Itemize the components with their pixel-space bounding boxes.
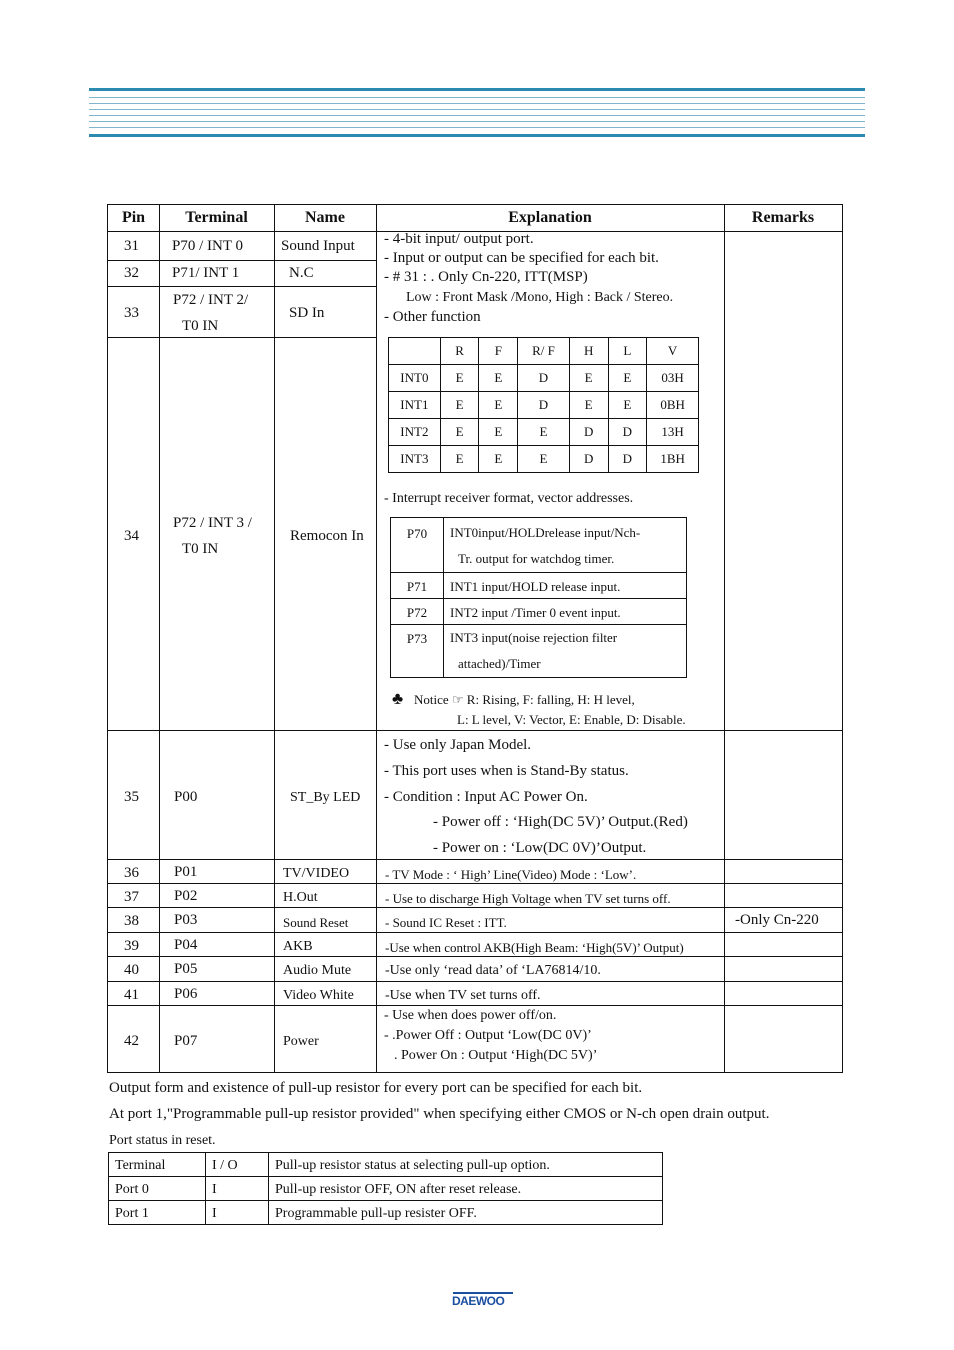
pin-35: 35 (124, 789, 139, 805)
daewoo-logo (450, 1290, 516, 1314)
pin-40: 40 (124, 962, 139, 978)
reset-header-cell: Pull-up resistor status at selecting pull-up option. (269, 1153, 663, 1177)
expl-35-line: - Power off : ‘High(DC 5V)’ Output.(Red) (433, 814, 688, 830)
pin-33: 33 (124, 305, 139, 321)
int-cell: 03H (647, 365, 699, 392)
reset-status-table (108, 1152, 663, 1225)
int-cell: E (608, 392, 647, 419)
int-header-cell: V (647, 338, 699, 365)
int-cell: D (608, 419, 647, 446)
int-cell: E (518, 419, 570, 446)
int-cell: E (608, 365, 647, 392)
int-cell: E (479, 392, 518, 419)
name-33: SD In (289, 305, 325, 321)
int-cell: INT3 (389, 446, 441, 473)
expl-35-line: - Condition : Input AC Power On. (384, 789, 588, 805)
name-36: TV/VIDEO (283, 866, 350, 881)
terminal-33-line2: T0 IN (182, 318, 219, 334)
note-text: At port 1,"Programmable pull-up resistor provided" when specifying either CMOS or N-ch open drain output. (109, 1106, 770, 1122)
terminal-38: P03 (174, 912, 198, 928)
terminal-42: P07 (174, 1033, 198, 1049)
int-header-cell: R/ F (518, 338, 570, 365)
terminal-33-line1: P72 / INT 2/ (173, 292, 249, 308)
pin-36: 36 (124, 865, 139, 881)
int-cell: E (569, 365, 608, 392)
pin-41: 41 (124, 987, 139, 1003)
club-icon: ♣ (392, 689, 404, 708)
int-cell: INT0 (389, 365, 441, 392)
header-terminal: Terminal (185, 209, 248, 226)
name-35: ST_By LED (290, 790, 361, 805)
int-cell: D (518, 365, 570, 392)
expl-40: -Use only ‘read data’ of ‘LA76814/10. (385, 963, 601, 978)
int-cell: 1BH (647, 446, 699, 473)
terminal-32: P71/ INT 1 (172, 265, 240, 281)
expl-line: Low : Front Mask /Mono, High : Back / Stereo. (406, 290, 674, 305)
expl-36: - TV Mode : ‘ High’ Line(Video) Mode : ‘Low’. (385, 867, 637, 882)
header-remarks: Remarks (751, 209, 815, 226)
reset-cell: Programmable pull-up resister OFF. (269, 1201, 663, 1225)
int-cell: INT1 (389, 392, 441, 419)
int-cell: E (440, 365, 479, 392)
terminal-40: P05 (174, 961, 198, 977)
int-cell: E (479, 365, 518, 392)
name-41: Video White (283, 988, 354, 1003)
notice-line: Notice ☞ R: Rising, F: falling, H: H level, (414, 692, 635, 707)
int-cell: D (569, 419, 608, 446)
name-42: Power (283, 1034, 319, 1049)
int-cell: E (569, 392, 608, 419)
expl-42-line: - .Power Off : Output ‘Low(DC 0V)’ (384, 1028, 592, 1043)
name-31: Sound Input (281, 238, 355, 254)
terminal-41: P06 (174, 986, 198, 1002)
int-cell: E (479, 419, 518, 446)
port-desc: INT0input/HOLDrelease input/Nch- (450, 525, 641, 540)
port-desc: INT2 input /Timer 0 event input. (444, 599, 687, 625)
reset-header-cell: I / O (206, 1153, 269, 1177)
pin-34: 34 (124, 528, 139, 544)
name-37: H.Out (283, 890, 318, 905)
expl-37: - Use to discharge High Voltage when TV set turns off. (385, 891, 671, 906)
reset-cell: Pull-up resistor OFF, ON after reset release. (269, 1177, 663, 1201)
pin-37: 37 (124, 889, 139, 905)
expl-39: -Use when control AKB(High Beam: ‘High(5V)’ Output) (385, 940, 684, 955)
port-desc: INT3 input(noise rejection filter (450, 630, 618, 645)
port-cell: P72 (391, 599, 444, 625)
int-header-cell: L (608, 338, 647, 365)
logo-text: DAEWOO (452, 1294, 505, 1308)
expl-42-line: . Power On : Output ‘High(DC 5V)’ (394, 1048, 598, 1063)
terminal-36: P01 (174, 864, 198, 880)
int-header-cell: H (569, 338, 608, 365)
expl-35-line: - Power on : ‘Low(DC 0V)’Output. (433, 840, 647, 856)
int-cell: E (479, 446, 518, 473)
notice-line: L: L level, V: Vector, E: Enable, D: Disable. (457, 712, 686, 727)
expl-35-line: - This port uses when is Stand-By status. (384, 763, 629, 779)
reset-cell: I (206, 1177, 269, 1201)
expl-line: - Input or output can be specified for each bit. (384, 250, 659, 266)
port-desc: Tr. output for watchdog timer. (458, 551, 615, 566)
port-desc: attached)/Timer (458, 656, 541, 671)
header-name: Name (305, 209, 345, 226)
int-cell: 0BH (647, 392, 699, 419)
int-cell: D (608, 446, 647, 473)
terminal-34-line1: P72 / INT 3 / (173, 515, 252, 531)
expl-line: - # 31 : . Only Cn-220, ITT(MSP) (384, 269, 588, 285)
int-header-cell: F (479, 338, 518, 365)
int-cell: INT2 (389, 419, 441, 446)
port-cell: P71 (391, 573, 444, 599)
pin-32: 32 (124, 265, 139, 281)
terminal-37: P02 (174, 888, 198, 904)
expl-42-line: - Use when does power off/on. (384, 1008, 557, 1023)
expl-line: - Other function (384, 309, 481, 325)
port-function-table (390, 517, 687, 678)
name-39: AKB (283, 939, 313, 954)
int-cell: E (440, 419, 479, 446)
header-pin: Pin (121, 209, 146, 226)
pin-39: 39 (124, 938, 139, 954)
int-cell: E (440, 392, 479, 419)
interrupt-table (388, 337, 699, 473)
terminal-39: P04 (174, 937, 198, 953)
reset-cell: Port 0 (109, 1177, 206, 1201)
reset-cell: I (206, 1201, 269, 1225)
name-34: Remocon In (290, 528, 364, 544)
port-cell: P73 (391, 625, 444, 678)
terminal-31: P70 / INT 0 (172, 238, 243, 254)
port-cell: P70 (391, 518, 444, 573)
remarks-38: -Only Cn-220 (735, 912, 819, 928)
int-cell: 13H (647, 419, 699, 446)
int-cell: D (569, 446, 608, 473)
reset-cell: Port 1 (109, 1201, 206, 1225)
expl-line: - 4-bit input/ output port. (384, 231, 534, 247)
interrupt-format-text: - Interrupt receiver format, vector addresses. (384, 491, 634, 506)
expl-41: -Use when TV set turns off. (385, 988, 541, 1003)
int-header-cell (389, 338, 441, 365)
int-cell: E (518, 446, 570, 473)
terminal-35: P00 (174, 789, 198, 805)
pin-table (107, 204, 843, 1073)
name-40: Audio Mute (283, 963, 352, 978)
expl-35-line: - Use only Japan Model. (384, 737, 532, 753)
name-38: Sound Reset (283, 915, 349, 930)
port-desc: INT1 input/HOLD release input. (444, 573, 687, 599)
header-band (89, 88, 865, 140)
header-explanation: Explanation (508, 209, 592, 226)
int-cell: D (518, 392, 570, 419)
name-32: N.C (289, 265, 314, 281)
reset-header-cell: Terminal (109, 1153, 206, 1177)
note-text: Port status in reset. (109, 1133, 216, 1148)
expl-38: - Sound IC Reset : ITT. (385, 915, 507, 930)
pin-42: 42 (124, 1033, 139, 1049)
int-header-cell: R (440, 338, 479, 365)
pin-38: 38 (124, 913, 139, 929)
pin-31: 31 (124, 238, 139, 254)
int-cell: E (440, 446, 479, 473)
terminal-34-line2: T0 IN (182, 541, 219, 557)
note-text: Output form and existence of pull-up resistor for every port can be specified for each bit. (109, 1080, 643, 1096)
